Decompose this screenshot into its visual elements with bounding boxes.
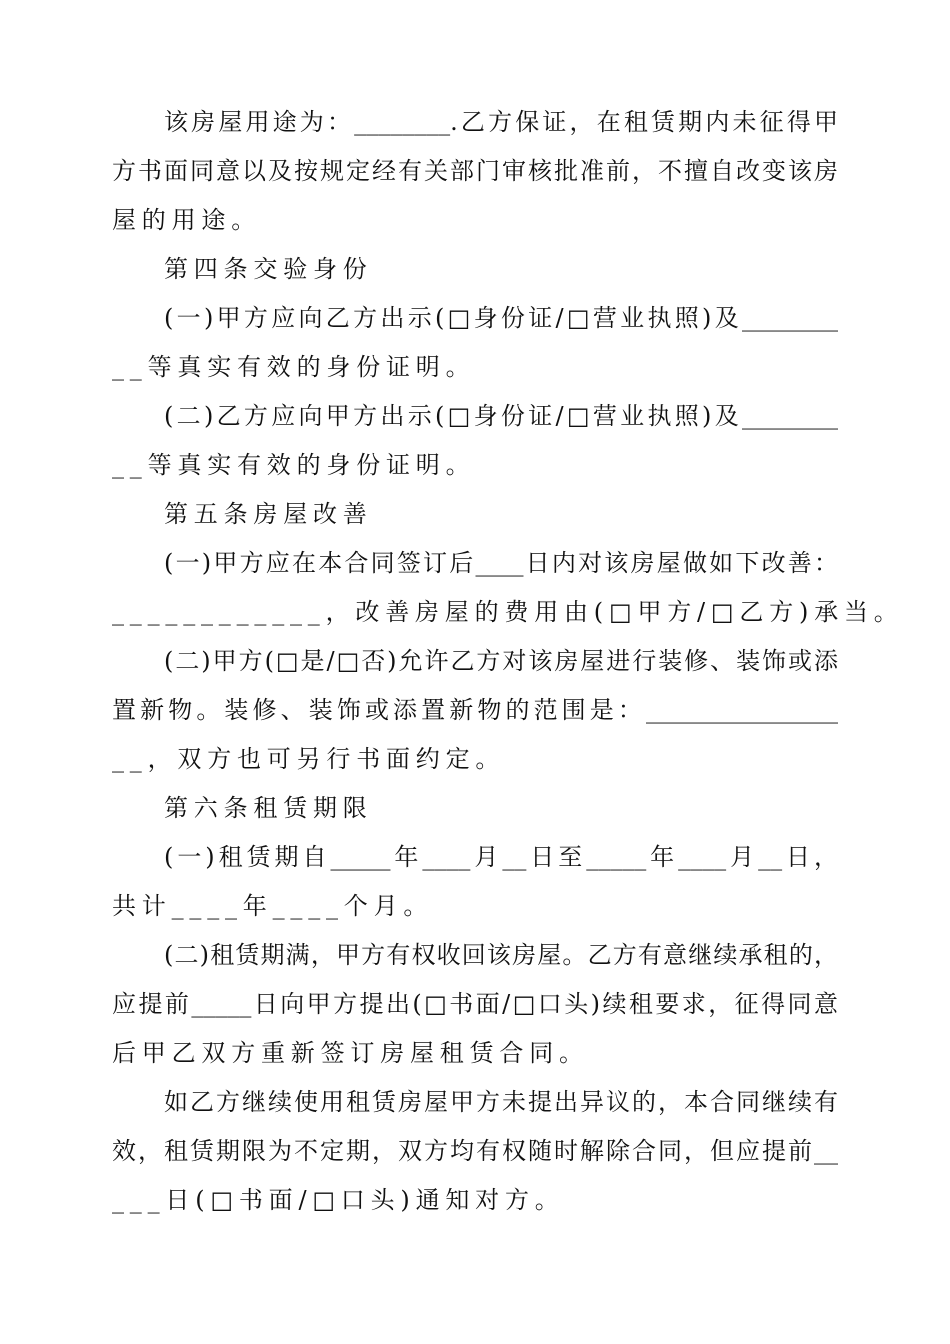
paragraph-line: __等真实有效的身份证明。 [112, 353, 476, 381]
paragraph-line: 置新物。装修、装饰或添置新物的范围是：________________ [112, 696, 838, 724]
paragraph-line: 如乙方继续使用租赁房屋甲方未提出异议的，本合同继续有 [164, 1088, 838, 1116]
paragraph-line: (二)租赁期满，甲方有权收回该房屋。乙方有意继续承租的， [164, 941, 838, 969]
paragraph-line: 效，租赁期限为不定期，双方均有权随时解除合同，但应提前__ [112, 1137, 838, 1165]
paragraph-line: (二)乙方应向甲方出示(□身份证/□营业执照)及________ [164, 402, 838, 430]
document-page [112, 98, 904, 1225]
paragraph-line: 该房屋用途为：________.乙方保证，在租赁期内未征得甲 [164, 108, 838, 136]
paragraph-line: (一)甲方应向乙方出示(□身份证/□营业执照)及________ [164, 304, 838, 332]
paragraph-line: 应提前_____日向甲方提出(□书面/□口头)续租要求，征得同意 [112, 990, 838, 1018]
paragraph-line: 后甲乙双方重新签订房屋租赁合同。 [112, 1039, 589, 1067]
paragraph-line: (二)甲方(□是/□否)允许乙方对该房屋进行装修、装饰或添 [164, 647, 838, 675]
paragraph-line: __，双方也可另行书面约定。 [112, 745, 506, 773]
section-heading: 第四条交验身份 [164, 255, 373, 283]
paragraph-line: 共计____年____个月。 [112, 892, 434, 920]
paragraph-line: 屋的用途。 [112, 206, 261, 234]
paragraph-line: (一)甲方应在本合同签订后____日内对该房屋做如下改善： [164, 549, 838, 577]
paragraph-line: (一)租赁期自_____年____月__日至_____年____月__日， [164, 843, 838, 871]
section-heading: 第五条房屋改善 [164, 500, 373, 528]
paragraph-line: ____________，改善房屋的费用由(□甲方/□乙方)承当。 [112, 598, 904, 626]
paragraph-line: ___日(□书面/□口头)通知对方。 [112, 1186, 565, 1214]
paragraph-line: 方书面同意以及按规定经有关部门审核批准前，不擅自改变该房 [112, 157, 838, 185]
paragraph-line: __等真实有效的身份证明。 [112, 451, 476, 479]
section-heading: 第六条租赁期限 [164, 794, 373, 822]
